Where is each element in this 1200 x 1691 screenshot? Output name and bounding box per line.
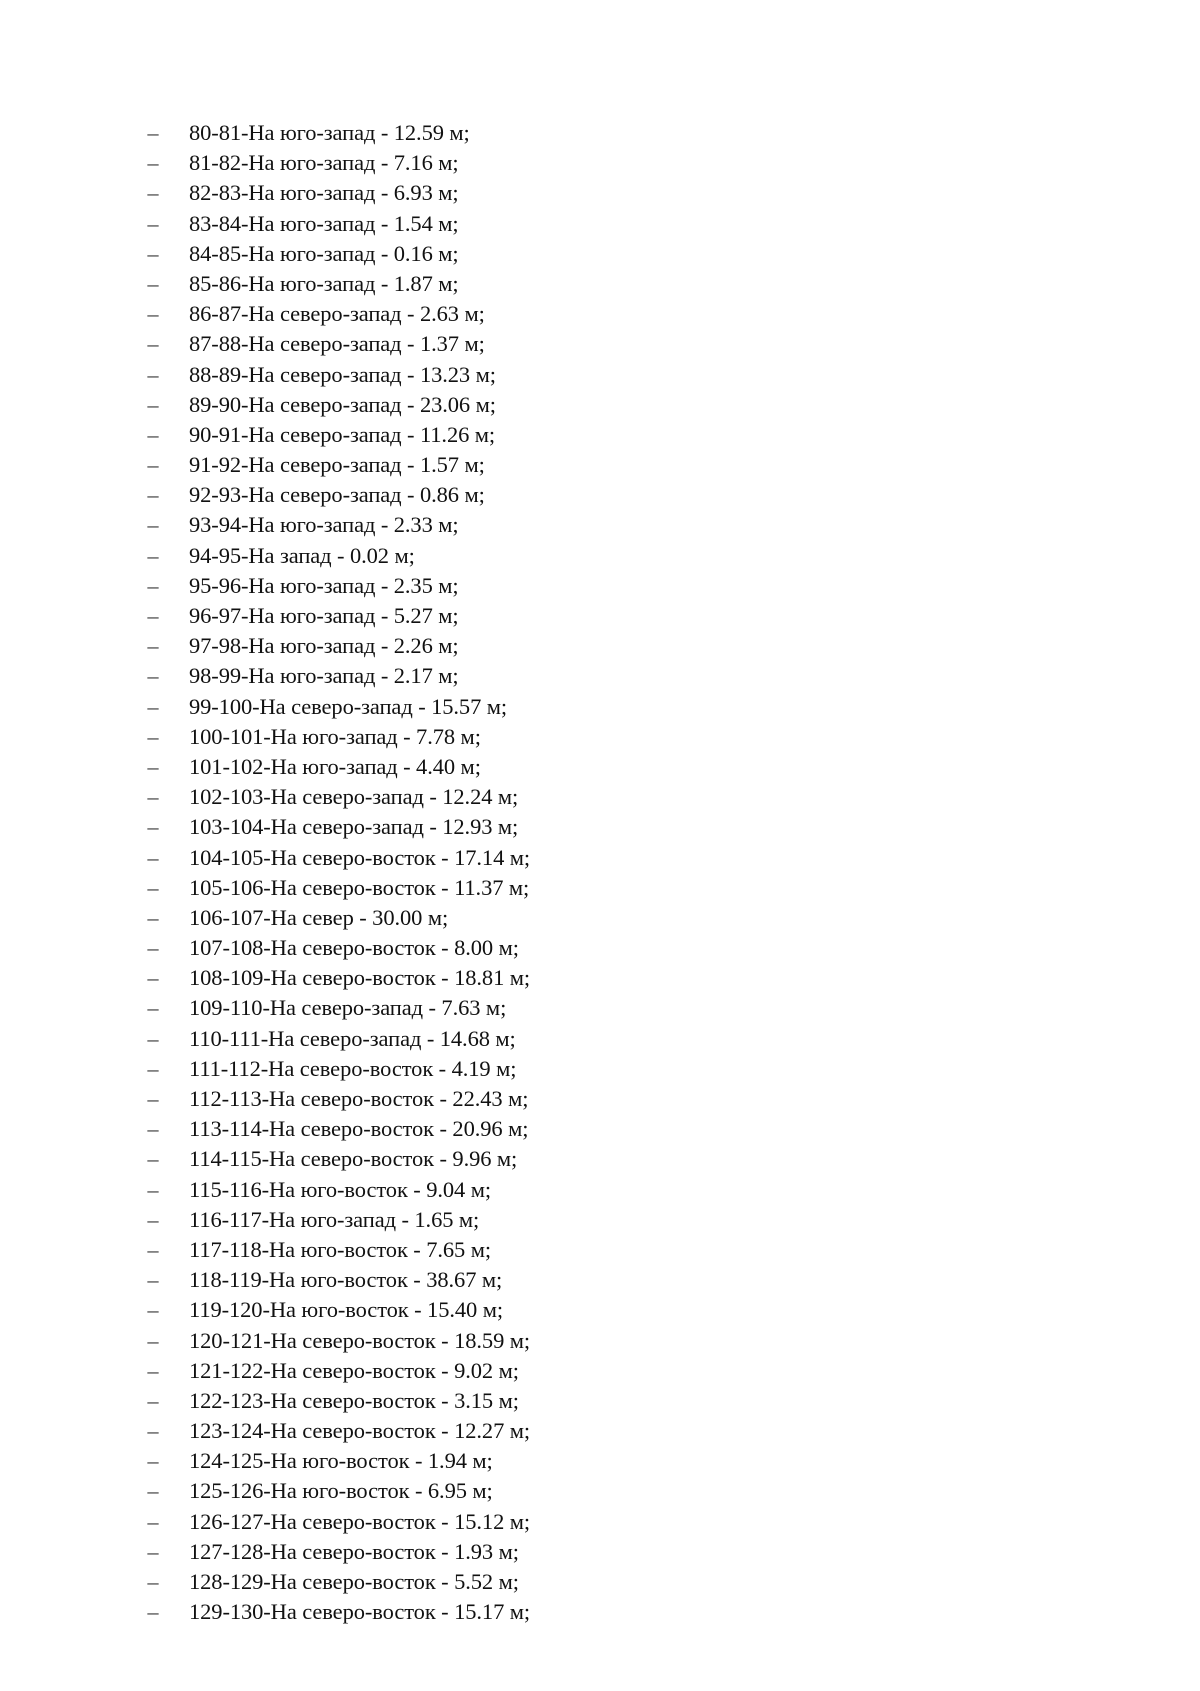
- segment-text: 83-84-На юго-запад - 1.54 м;: [189, 210, 459, 236]
- segment-text: 115-116-На юго-восток - 9.04 м;: [189, 1176, 492, 1202]
- segment-text: 103-104-На северо-запад - 12.93 м;: [189, 814, 519, 840]
- list-bullet: –: [147, 663, 159, 689]
- list-bullet: –: [147, 723, 159, 749]
- list-bullet: –: [147, 1418, 159, 1444]
- segment-text: 111-112-На северо-восток - 4.19 м;: [189, 1055, 517, 1081]
- list-bullet: –: [147, 693, 159, 719]
- list-bullet: –: [147, 844, 159, 870]
- segment-text: 129-130-На северо-восток - 15.17 м;: [189, 1599, 531, 1625]
- list-bullet: –: [147, 210, 159, 236]
- segment-text: 128-129-На северо-восток - 5.52 м;: [189, 1569, 519, 1594]
- segment-text: 117-118-На юго-восток - 7.65 м;: [189, 1236, 492, 1262]
- list-bullet: –: [147, 1176, 159, 1202]
- segment-text: 87-88-На северо-запад - 1.37 м;: [189, 331, 485, 357]
- segment-text: 105-106-На северо-восток - 11.37 м;: [189, 874, 530, 900]
- list-bullet: –: [147, 1086, 159, 1111]
- list-bullet: –: [147, 995, 159, 1021]
- segment-text: 104-105-На северо-восток - 17.14 м;: [189, 844, 531, 870]
- segment-text: 98-99-На юго-запад - 2.17 м;: [189, 663, 459, 689]
- segment-text: 127-128-На северо-восток - 1.93 м;: [189, 1538, 519, 1564]
- list-bullet: –: [147, 1206, 159, 1232]
- list-bullet: –: [147, 1478, 159, 1504]
- segment-text: 100-101-На юго-запад - 7.78 м;: [189, 723, 481, 749]
- segment-text: 106-107-На север - 30.00 м;: [189, 904, 449, 930]
- list-bullet: –: [147, 814, 159, 840]
- segment-text: 109-110-На северо-запад - 7.63 м;: [189, 995, 507, 1021]
- segment-text: 122-123-На северо-восток - 3.15 м;: [189, 1387, 519, 1413]
- segment-text: 94-95-На запад - 0.02 м;: [189, 542, 415, 568]
- list-bullet: –: [147, 391, 159, 417]
- list-bullet: –: [147, 572, 159, 598]
- segment-text: 91-92-На северо-запад - 1.57 м;: [189, 452, 485, 478]
- segment-text: 125-126-На юго-восток - 6.95 м;: [189, 1478, 493, 1504]
- list-bullet: –: [147, 1297, 159, 1323]
- segment-text: 121-122-На северо-восток - 9.02 м;: [189, 1357, 519, 1383]
- segment-text: 118-119-На юго-восток - 38.67 м;: [189, 1267, 503, 1293]
- list-bullet: –: [147, 542, 159, 568]
- segment-text: 113-114-На северо-восток - 20.96 м;: [189, 1116, 529, 1142]
- list-bullet: –: [147, 1538, 159, 1564]
- list-bullet: –: [147, 361, 159, 387]
- list-bullet: –: [147, 1327, 159, 1353]
- segment-text: 90-91-На северо-запад - 11.26 м;: [189, 421, 496, 447]
- list-bullet: –: [147, 120, 159, 145]
- segment-text: 93-94-На юго-запад - 2.33 м;: [189, 512, 459, 538]
- segment-text: 88-89-На северо-запад - 13.23 м;: [189, 361, 496, 387]
- segment-text: 80-81-На юго-запад - 12.59 м;: [189, 120, 470, 145]
- segment-text: 124-125-На юго-восток - 1.94 м;: [189, 1448, 493, 1474]
- segment-text: 101-102-На юго-запад - 4.40 м;: [189, 753, 481, 779]
- list-bullet: –: [147, 240, 159, 266]
- segment-text: 114-115-На северо-восток - 9.96 м;: [189, 1146, 518, 1172]
- list-bullet: –: [147, 874, 159, 900]
- segment-text: 120-121-На северо-восток - 18.59 м;: [189, 1327, 531, 1353]
- list-bullet: –: [147, 1236, 159, 1262]
- list-bullet: –: [147, 1055, 159, 1081]
- segment-text: 126-127-На северо-восток - 15.12 м;: [189, 1508, 531, 1534]
- segment-text: 97-98-На юго-запад - 2.26 м;: [189, 633, 459, 659]
- segment-text: 110-111-На северо-запад - 14.68 м;: [189, 1025, 516, 1051]
- segment-text: 81-82-На юго-запад - 7.16 м;: [189, 150, 459, 176]
- list-bullet: –: [147, 482, 159, 508]
- list-bullet: –: [147, 180, 159, 206]
- list-bullet: –: [147, 331, 159, 357]
- segment-text: 107-108-На северо-восток - 8.00 м;: [189, 935, 519, 961]
- segment-text: 96-97-На юго-запад - 5.27 м;: [189, 603, 459, 628]
- list-bullet: –: [147, 1025, 159, 1051]
- list-bullet: –: [147, 452, 159, 478]
- list-bullet: –: [147, 301, 159, 327]
- list-bullet: –: [147, 1146, 159, 1172]
- segment-text: 102-103-На северо-запад - 12.24 м;: [189, 784, 519, 810]
- segment-text: 92-93-На северо-запад - 0.86 м;: [189, 482, 485, 508]
- segment-text: 108-109-На северо-восток - 18.81 м;: [189, 965, 531, 991]
- segment-text: 119-120-На юго-восток - 15.40 м;: [189, 1297, 503, 1323]
- segment-text: 85-86-На юго-запад - 1.87 м;: [189, 270, 459, 296]
- list-bullet: –: [147, 603, 159, 628]
- segment-text: 89-90-На северо-запад - 23.06 м;: [189, 391, 496, 417]
- list-bullet: –: [147, 1508, 159, 1534]
- list-bullet: –: [147, 904, 159, 930]
- list-bullet: –: [147, 1116, 159, 1142]
- segment-text: 116-117-На юго-запад - 1.65 м;: [189, 1206, 480, 1232]
- list-bullet: –: [147, 1448, 159, 1474]
- list-bullet: –: [147, 1357, 159, 1383]
- segment-text: 86-87-На северо-запад - 2.63 м;: [189, 301, 485, 327]
- segment-text: 82-83-На юго-запад - 6.93 м;: [189, 180, 459, 206]
- list-bullet: –: [147, 512, 159, 538]
- segment-text: 99-100-На северо-запад - 15.57 м;: [189, 693, 508, 719]
- list-bullet: –: [147, 784, 159, 810]
- list-bullet: –: [147, 1387, 159, 1413]
- list-bullet: –: [147, 1569, 159, 1594]
- segment-text: 84-85-На юго-запад - 0.16 м;: [189, 240, 459, 266]
- list-bullet: –: [147, 633, 159, 659]
- list-bullet: –: [147, 753, 159, 779]
- segment-text: 95-96-На юго-запад - 2.35 м;: [189, 572, 459, 598]
- segment-text: 123-124-На северо-восток - 12.27 м;: [189, 1418, 531, 1444]
- list-bullet: –: [147, 421, 159, 447]
- list-bullet: –: [147, 935, 159, 961]
- list-bullet: –: [147, 965, 159, 991]
- list-bullet: –: [147, 1267, 159, 1293]
- segment-text: 112-113-На северо-восток - 22.43 м;: [189, 1086, 529, 1111]
- list-bullet: –: [147, 150, 159, 176]
- list-bullet: –: [147, 270, 159, 296]
- list-bullet: –: [147, 1599, 159, 1625]
